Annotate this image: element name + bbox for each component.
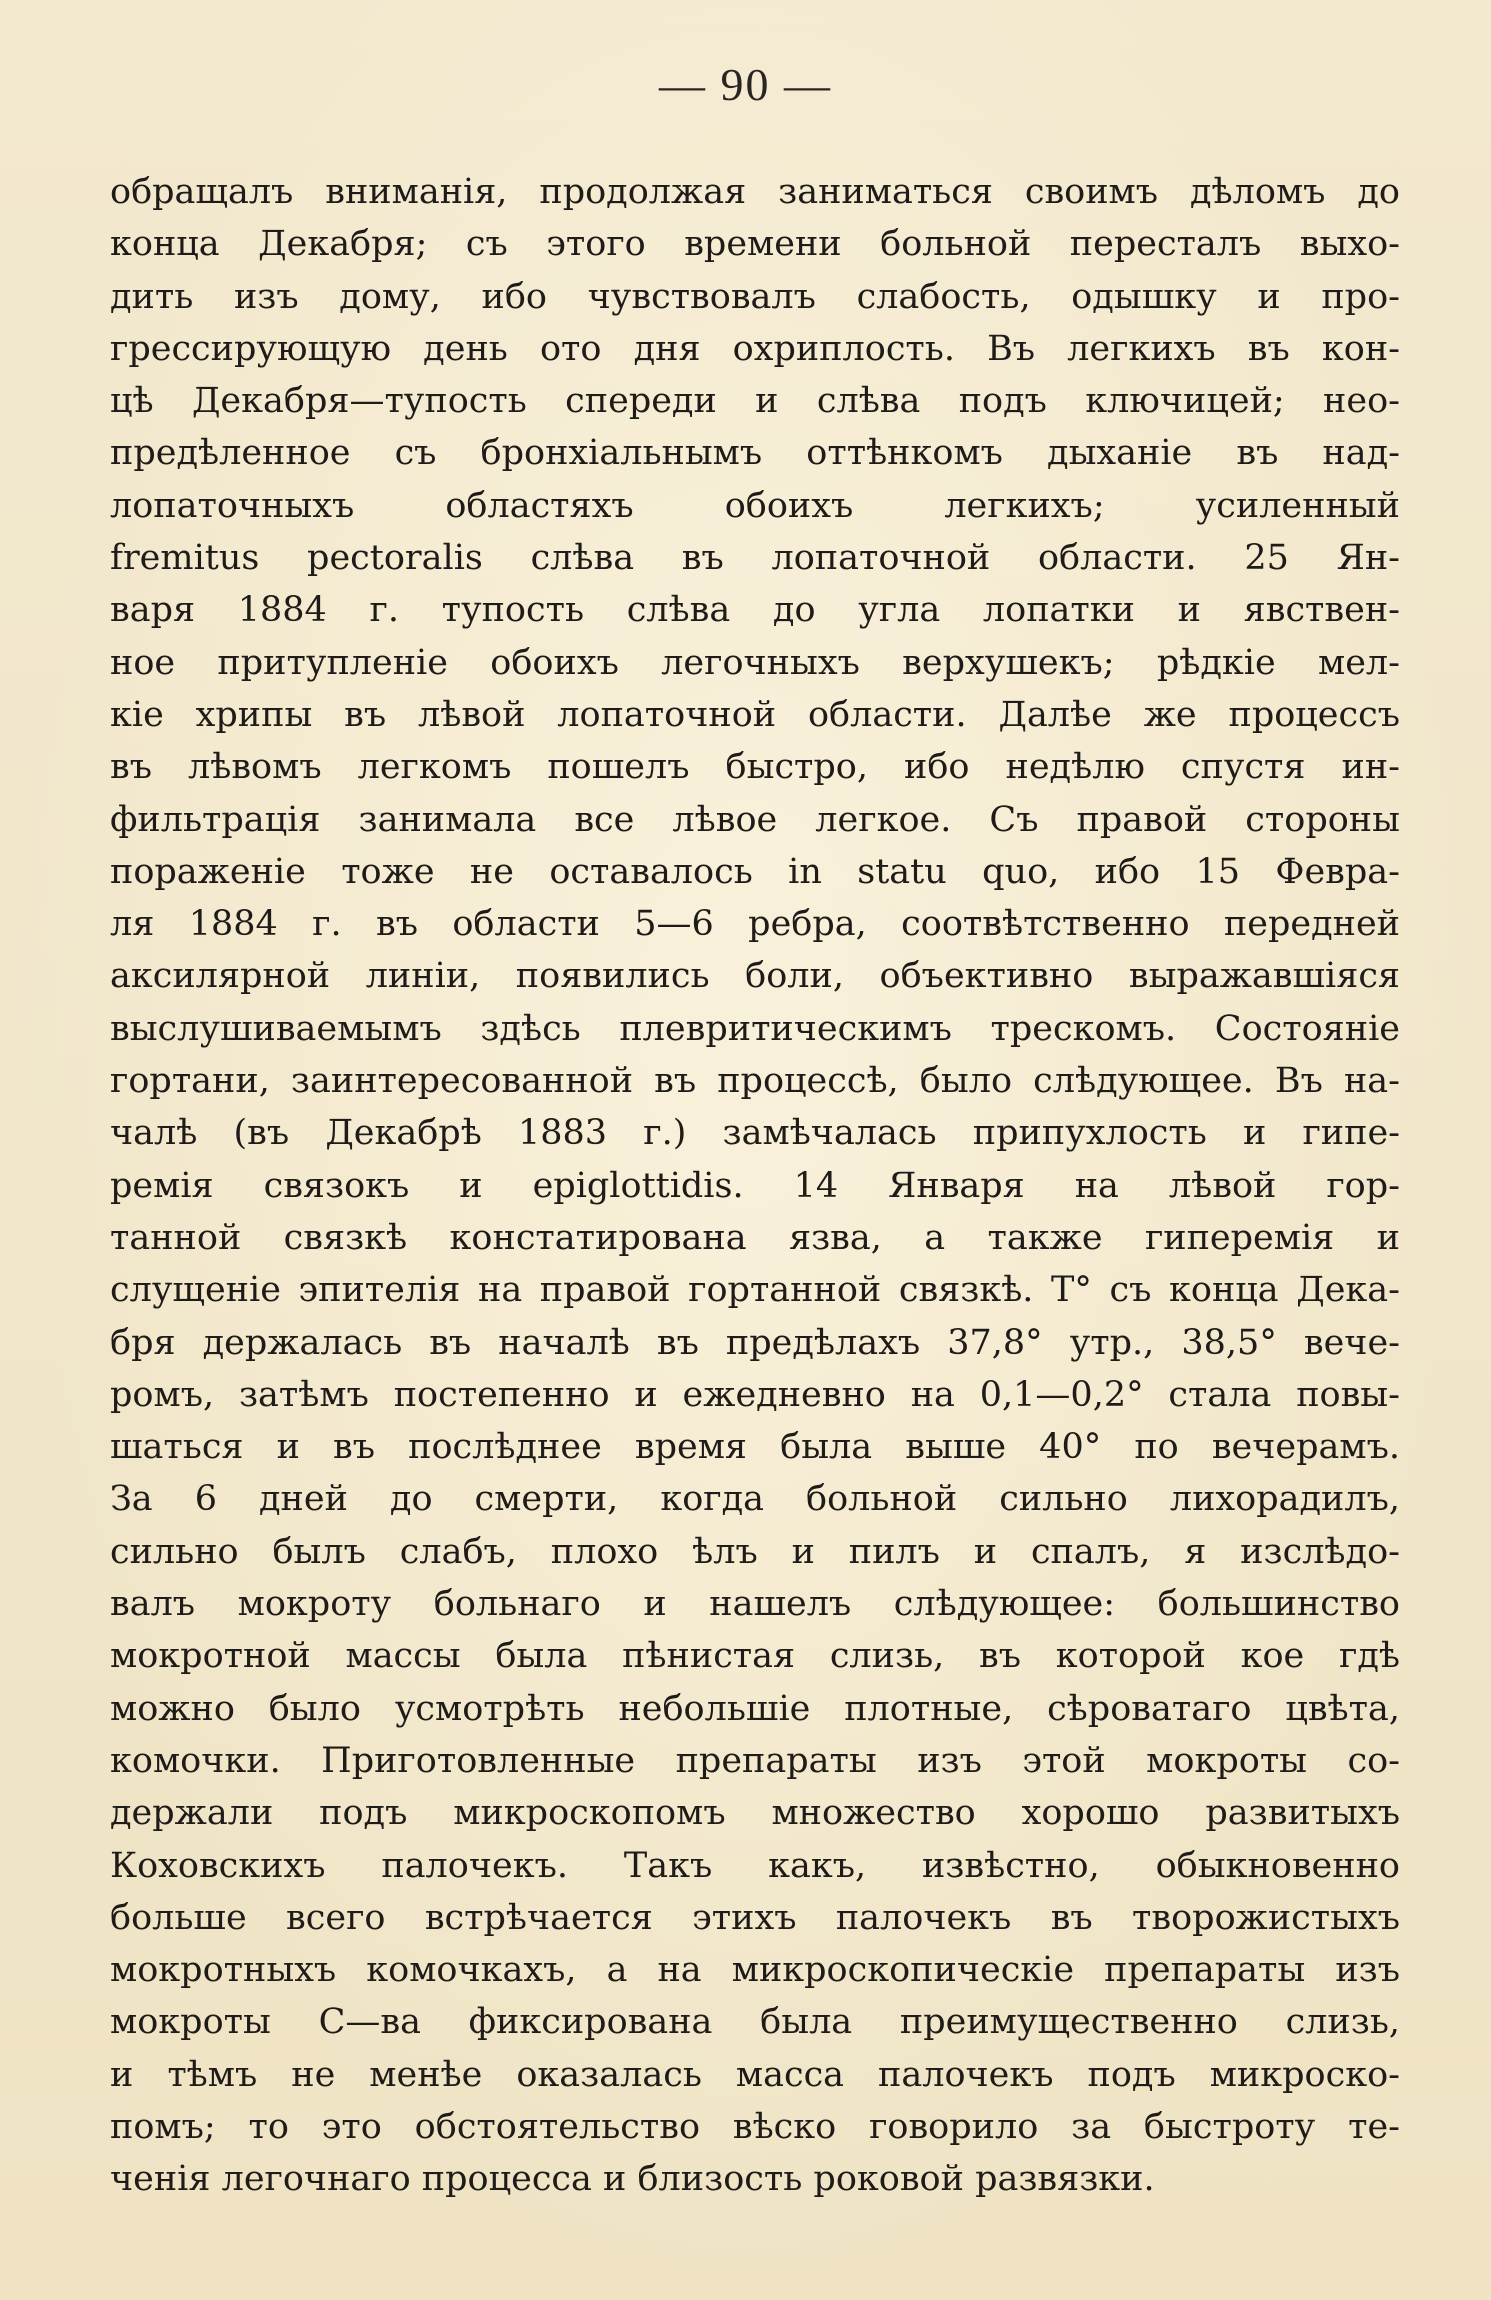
page-number: — 90 — [659, 59, 832, 110]
text-line: ромъ, затѣмъ постепенно и ежедневно на 0,1—0,2° стала повы- [110, 1374, 1400, 1415]
text-line: слущеніе эпителія на правой гортанной связкѣ. T° съ конца Дека- [110, 1270, 1400, 1311]
text-line: ремія связокъ и epiglottidis. 14 Января на лѣвой гор- [110, 1165, 1400, 1206]
text-line: бря держалась въ началѣ въ предѣлахъ 37,8° утр., 38,5° вече- [110, 1322, 1400, 1363]
text-line: цѣ Декабря—тупость спереди и слѣва подъ ключицей; нео- [110, 381, 1400, 422]
text-line: ля 1884 г. въ области 5—6 ребра, соотвѣтственно передней [110, 904, 1400, 945]
text-line: ное притупленіе обоихъ легочныхъ верхушекъ; рѣдкіе мел- [110, 642, 1400, 683]
text-line: конца Декабря; съ этого времени больной пересталъ выхо- [110, 224, 1400, 265]
text-line: предѣленное съ бронхіальнымъ оттѣнкомъ дыханіе въ над- [110, 433, 1400, 474]
text-line: чалѣ (въ Декабрѣ 1883 г.) замѣчалась припухлость и гипе- [110, 1113, 1400, 1154]
text-line: варя 1884 г. тупость слѣва до угла лопатки и явствен- [110, 590, 1400, 631]
body-text [110, 166, 1400, 2206]
text-line: кіе хрипы въ лѣвой лопаточной области. Далѣе же процессъ [110, 694, 1400, 735]
text-line: шаться и въ послѣднее время была выше 40° по вечерамъ. [110, 1427, 1400, 1468]
text-line: fremitus pectoralis слѣва въ лопаточной области. 25 Ян- [110, 538, 1400, 579]
text-line: За 6 дней до смерти, когда больной сильно лихорадилъ, [110, 1479, 1400, 1520]
text-line: выслушиваемымъ здѣсь плевритическимъ трескомъ. Состояніе [110, 1008, 1400, 1049]
text-line: мокротныхъ комочкахъ, а на микроскопическіе препараты изъ [110, 1950, 1400, 1991]
text-line: и тѣмъ не менѣе оказалась масса палочекъ подъ микроско- [110, 2054, 1400, 2095]
text-line: аксилярной линіи, появились боли, объективно выражавшіяся [110, 956, 1400, 997]
text-line: мокротной массы была пѣнистая слизь, въ которой кое гдѣ [110, 1636, 1400, 1677]
text-line: мокроты С—ва фиксирована была преимущественно слизь, [110, 2002, 1400, 2043]
text-line: танной связкѣ констатирована язва, а также гиперемія и [110, 1217, 1400, 1258]
text-line: Коховскихъ палочекъ. Такъ какъ, извѣстно, обыкновенно [110, 1845, 1400, 1886]
text-line: ченія легочнаго процесса и близость роковой развязки. [110, 2159, 1155, 2200]
text-line: обращалъ вниманія, продолжая заниматься своимъ дѣломъ до [110, 172, 1400, 212]
text-line: больше всего встрѣчается этихъ палочекъ въ творожистыхъ [110, 1897, 1400, 1938]
text-line: валъ мокроту больнаго и нашелъ слѣдующее: большинство [110, 1584, 1400, 1625]
text-line: гортани, заинтересованной въ процессѣ, было слѣдующее. Въ на- [110, 1061, 1400, 1102]
text-line: дить изъ дому, ибо чувствовалъ слабость, одышку и про- [110, 276, 1400, 317]
text-line: лопаточныхъ областяхъ обоихъ легкихъ; усиленный [110, 485, 1400, 526]
text-line: фильтрація занимала все лѣвое легкое. Съ правой стороны [110, 799, 1400, 840]
text-line: въ лѣвомъ легкомъ пошелъ быстро, ибо недѣлю спустя ин- [110, 747, 1400, 788]
text-line: пораженіе тоже не оставалось in statu quo, ибо 15 Февра- [110, 851, 1400, 892]
text-line: держали подъ микроскопомъ множество хорошо развитыхъ [110, 1793, 1400, 1834]
text-line: помъ; то это обстоятельство вѣско говорило за быстроту те- [110, 2106, 1400, 2147]
text-line: можно было усмотрѣть небольшіе плотные, сѣроватаго цвѣта, [110, 1688, 1400, 1729]
text-line: комочки. Приготовленные препараты изъ этой мокроты со- [110, 1740, 1400, 1781]
text-line: сильно былъ слабъ, плохо ѣлъ и пилъ и спалъ, я изслѣдо- [110, 1531, 1400, 1572]
text-line: грессирующую день ото дня охриплость. Въ легкихъ въ кон- [110, 328, 1400, 369]
